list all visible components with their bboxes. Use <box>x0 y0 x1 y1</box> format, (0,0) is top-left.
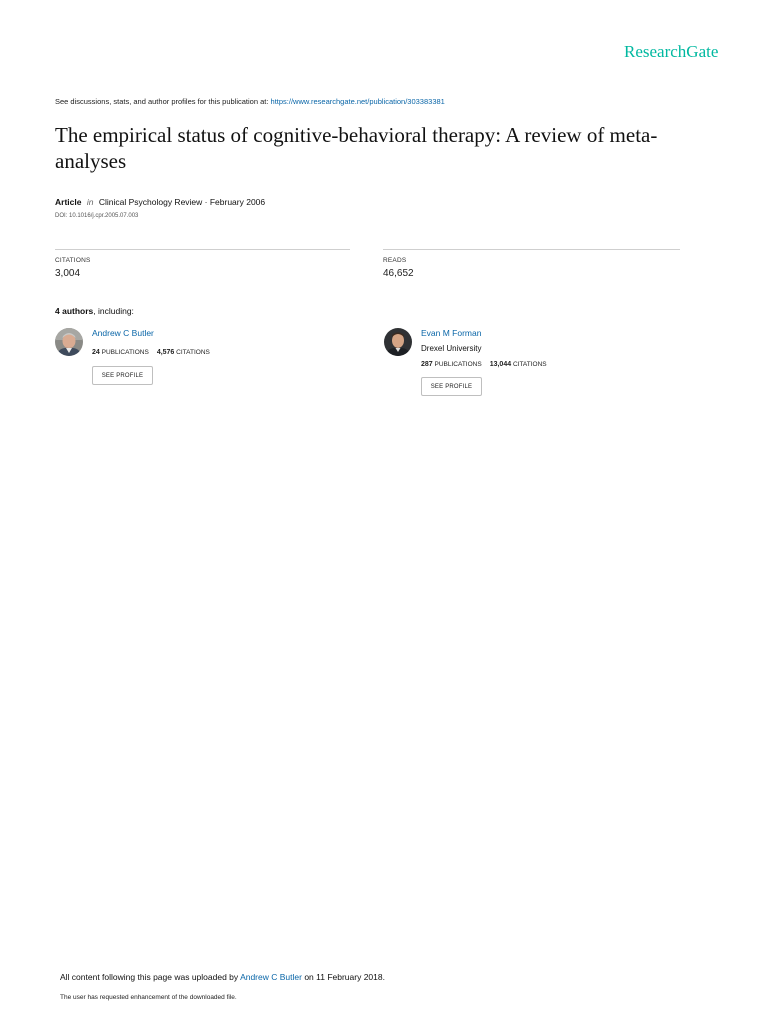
uploader-link[interactable]: Andrew C Butler <box>240 972 302 982</box>
journal-date: Clinical Psychology Review · February 2006 <box>98 197 266 207</box>
author-citations-label: CITATIONS <box>512 361 547 368</box>
author-stats <box>421 361 547 368</box>
author-publications-label: PUBLICATIONS <box>101 349 149 356</box>
publication-meta <box>55 197 265 207</box>
publication-type: Article <box>55 197 82 207</box>
discussion-prefix: See discussions, stats, and author profiles for this publication at: <box>55 97 269 106</box>
author-institution: Drexel University <box>421 344 482 353</box>
avatar-andrew-butler[interactable] <box>55 328 83 356</box>
author-citations-count: 13,044 <box>489 361 512 368</box>
author-stats <box>92 349 210 356</box>
upload-prefix: All content following this page was uploaded by <box>60 972 239 982</box>
upload-note <box>60 972 385 982</box>
citations-label: CITATIONS <box>55 257 91 264</box>
avatar-evan-forman[interactable] <box>384 328 412 356</box>
citations-count: 3,004 <box>55 268 81 279</box>
author-citations-label: CITATIONS <box>176 349 210 356</box>
see-profile-button[interactable]: SEE PROFILE <box>421 377 482 396</box>
citations-divider <box>55 249 350 250</box>
authors-count: 4 authors <box>55 306 94 316</box>
author-publications-label: PUBLICATIONS <box>434 361 482 368</box>
author-name-link[interactable]: Andrew C Butler <box>92 328 154 338</box>
see-profile-button[interactable]: SEE PROFILE <box>92 366 153 385</box>
reads-label: READS <box>383 257 407 264</box>
author-name-link[interactable]: Evan M Forman <box>421 328 482 338</box>
meta-in: in <box>86 197 94 207</box>
authors-suffix: , including: <box>93 306 134 316</box>
author-publications-count: 24 <box>92 349 100 356</box>
doi: DOI: 10.1016/j.cpr.2005.07.003 <box>55 213 139 219</box>
author-publications-count: 287 <box>421 361 433 368</box>
reads-divider <box>383 249 680 250</box>
avatar-photo-icon <box>384 328 412 356</box>
publication-title: The empirical status of cognitive-behavioral therapy: A review of meta-analyses <box>55 123 658 173</box>
authors-heading <box>55 306 134 316</box>
avatar-photo-icon <box>55 328 83 356</box>
discussion-line <box>55 97 445 106</box>
publication-url-link[interactable]: https://www.researchgate.net/publication/303383381 <box>270 97 445 106</box>
reads-count: 46,652 <box>383 268 414 279</box>
researchgate-logo[interactable]: ResearchGate <box>624 42 719 61</box>
upload-suffix: on 11 February 2018. <box>304 972 385 982</box>
author-citations-count: 4,576 <box>156 349 175 356</box>
enhancement-note: The user has requested enhancement of the downloaded file. <box>60 994 237 1001</box>
